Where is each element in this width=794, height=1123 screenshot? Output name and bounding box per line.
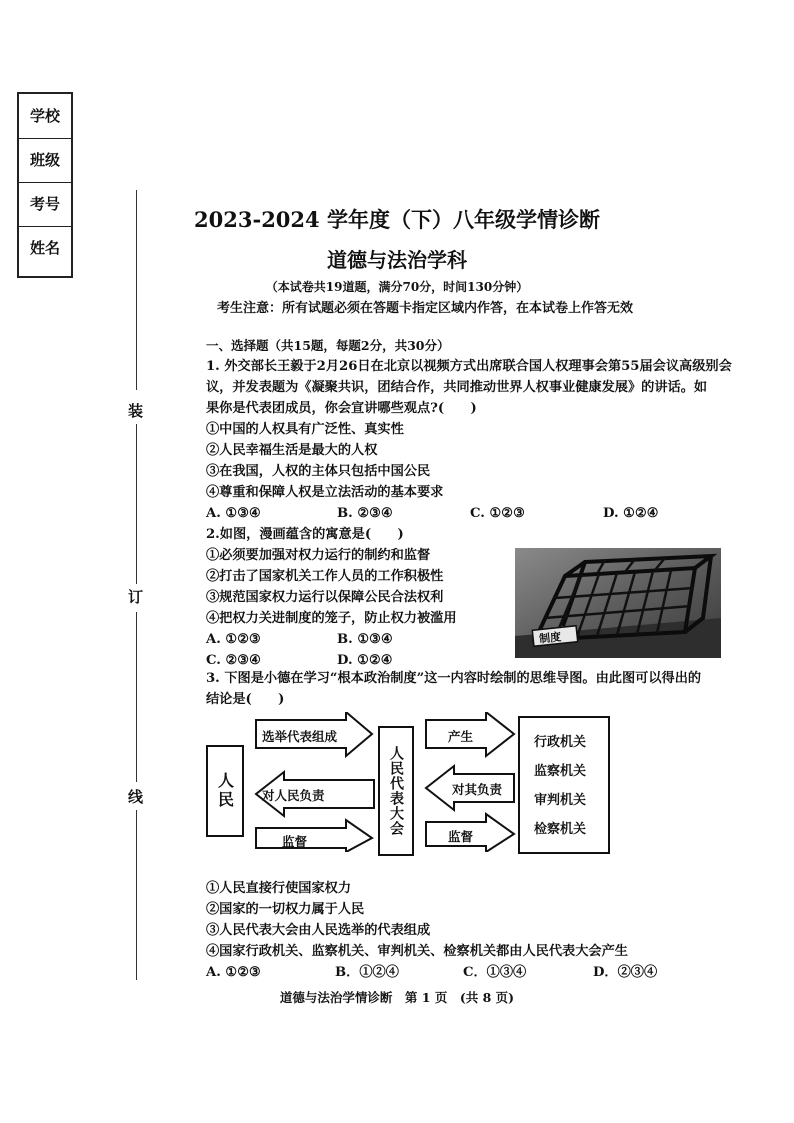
exam-info: （本试卷共19道题，满分70分，时间130分钟） (265, 280, 529, 294)
q1-option-a: A. ①③④ (206, 506, 261, 521)
binding-line-2 (136, 424, 137, 584)
q1-statement-2: ②人民幸福生活是最大的人权 (206, 443, 378, 458)
q1-option-d: D. ①②④ (603, 506, 659, 521)
subject-title: 道德与法治学科 (327, 248, 467, 272)
q2-statement-1: ①必须要加强对权力运行的制约和监督 (206, 548, 431, 563)
binding-line-4 (136, 810, 137, 980)
class-label: 班级 (19, 138, 71, 183)
organ-procuratorial: 检察机关 (534, 822, 587, 837)
q3-statement-1: ①人民直接行使国家权力 (206, 881, 352, 896)
people-label: 人民 (215, 772, 235, 810)
q2-stem: 2.如图，漫画蕴含的寓意是( ) (206, 527, 404, 542)
binding-char-xian: 线 (128, 788, 144, 806)
exam-notice: 考生注意：所有试题必须在答题卡指定区域内作答，在本试卷上作答无效 (216, 301, 633, 316)
q1-stem-line3: 果你是代表团成员，你会宣讲哪些观点?( ) (206, 401, 477, 416)
exam-title: 2023-2024 学年度（下）八年级学情诊断 (194, 207, 600, 232)
q1-statement-4: ④尊重和保障人权是立法活动的基本要求 (206, 485, 444, 500)
q2-option-c: C. ②③④ (206, 653, 261, 668)
q3-statement-4: ④国家行政机关、监察机关、审判机关、检察机关都由人民代表大会产生 (206, 944, 628, 959)
q1-stem-line1: 1. 外交部长王毅于2月26日在北京以视频方式出席联合国人权理事会第55届会议高级别会 (206, 359, 732, 374)
npc-label: 人民代表大会 (388, 746, 404, 836)
q3-statement-2: ②国家的一切权力属于人民 (206, 902, 365, 917)
q3-stem-line2: 结论是( ) (206, 692, 285, 707)
q3-option-b: B．①②④ (335, 965, 399, 980)
q3-option-d: D．②③④ (593, 965, 658, 980)
q2-option-d: D. ①②④ (337, 653, 393, 668)
section-heading: 一、选择题（共15题，每题2分，共30分） (206, 338, 450, 353)
q1-statement-1: ①中国的人权具有广泛性、真实性 (206, 422, 404, 437)
arrow-supervise-organs-label: 监督 (448, 829, 474, 844)
arrow-responsible-label: 对人民负责 (262, 788, 325, 803)
q2-statement-2: ②打击了国家机关工作人员的工作积极性 (206, 569, 444, 584)
q2-option-b: B. ①③④ (337, 632, 393, 647)
q2-statement-3: ③规范国家权力运行以保障公民合法权利 (206, 590, 444, 605)
q3-option-a: A. ①②③ (206, 965, 261, 980)
school-label: 学校 (19, 94, 71, 139)
state-organs-box (518, 716, 610, 854)
binding-line-3 (136, 612, 137, 782)
q1-option-b: B. ②③④ (337, 506, 393, 521)
arrow-accountable-label: 对其负责 (452, 782, 503, 797)
page-footer: 道德与法治学情诊断 第 1 页 (共 8 页) (279, 990, 515, 1005)
name-label: 姓名 (29, 239, 60, 257)
q3-statement-3: ③人民代表大会由人民选举的代表组成 (206, 923, 431, 938)
q3-stem-line1: 3. 下图是小德在学习“根本政治制度”这一内容时绘制的思维导图。由此图可以得出的 (206, 671, 702, 686)
q1-statement-3: ③在我国，人权的主体只包括中国公民 (206, 464, 431, 479)
organ-supervisory: 监察机关 (534, 764, 587, 779)
binding-char-ding: 订 (128, 588, 144, 606)
q1-stem-line2: 议，并发表题为《凝聚共识，团结合作，共同推动世界人权事业健康发展》的讲话。如 (206, 380, 708, 395)
q2-option-a: A. ①②③ (206, 632, 261, 647)
arrow-supervise-label: 监督 (282, 834, 308, 849)
arrow-supervise-right (256, 820, 372, 852)
q3-option-c: C．①③④ (463, 965, 527, 980)
arrow-elect-label: 选举代表组成 (262, 729, 338, 744)
q1-option-c: C. ①②③ (470, 506, 525, 521)
q2-statement-4: ④把权力关进制度的笼子，防止权力被滥用 (206, 611, 457, 626)
organ-judicial: 审判机关 (534, 793, 587, 808)
exam-number-label: 考号 (19, 182, 71, 227)
binding-char-zhuang: 装 (128, 402, 144, 420)
cage-illustration (515, 548, 721, 658)
people-box (206, 745, 244, 837)
cartoon-power-cage-image (515, 548, 721, 658)
arrow-produce-label: 产生 (448, 729, 474, 744)
cage-label-text: 制度 (538, 630, 562, 646)
npc-box (378, 726, 414, 856)
organ-administrative: 行政机关 (534, 735, 587, 750)
